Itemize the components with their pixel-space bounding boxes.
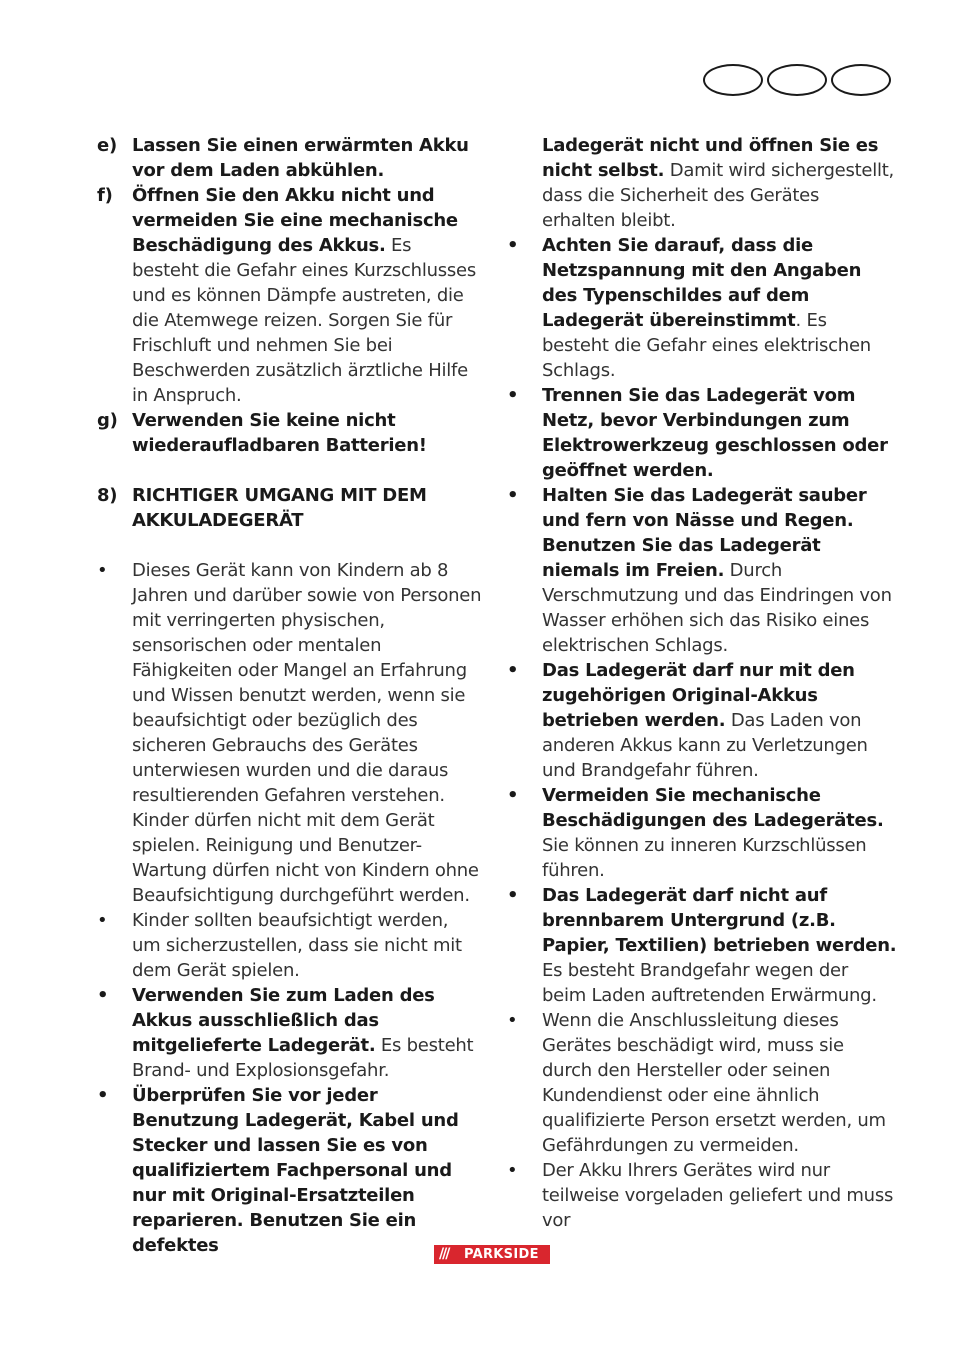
item-text (132, 983, 482, 1083)
bullet-item-r5 (507, 783, 897, 883)
logo-slashes-icon: /// (439, 1246, 449, 1262)
continued-item (507, 133, 897, 233)
bullet-icon: • (97, 1085, 109, 1106)
language-oval-3 (831, 64, 891, 96)
item-text (542, 658, 897, 783)
item-marker: e) (97, 135, 117, 156)
item-plain-text: Es besteht Brandgefahr wegen der beim Laden auftretenden Erwärmung. (542, 960, 877, 1006)
item-plain-text: . Es besteht die Gefahr eines elektrischen Schlags. (542, 310, 871, 381)
item-marker: g) (97, 410, 118, 431)
item-text (542, 133, 897, 233)
item-plain-text: Durch Verschmutzung und das Eindringen von Wasser erhöhen sich das Risiko eines elektrischen Schlags. (542, 560, 892, 656)
bullet-icon: • (507, 785, 519, 806)
bullet-icon: • (507, 1010, 518, 1031)
item-plain-text: Der Akku Ihrers Gerätes wird nur teilweise vorgeladen geliefert und muss vor (542, 1160, 894, 1231)
item-bold-text: Lassen Sie einen erwärmten Akku vor dem Laden abkühlen. (132, 135, 469, 181)
spacer (97, 458, 482, 483)
bullet-icon: • (507, 660, 519, 681)
item-plain-text: Wenn die Anschlussleitung dieses Gerätes beschädigt wird, muss sie durch den Hersteller oder seinen Kundendienst oder eine ähnlich qualifizierte Person ersetzt werden, um Gefährdungen zu vermeiden. (542, 1010, 886, 1156)
bullet-item-r2 (507, 383, 897, 483)
item-text (542, 883, 897, 1008)
item-marker: f) (97, 185, 113, 206)
item-text (132, 183, 482, 408)
item-plain-text: Dieses Gerät kann von Kindern ab 8 Jahren und darüber sowie von Personen mit verringerten physischen, sensorischen oder mentalen Fähigkeiten oder Mangel an Erfahrung und Wissen benutzt werden, wenn sie beaufsichtigt oder bezüglich des sicheren Gebrauchs des Gerätes unterwiesen wurden und die daraus resultierenden Gefahren verstehen. Kinder dürfen nicht mit dem Gerät spielen. Reinigung und Benutzer-Wartung dürfen nicht von Kindern ohne Beaufsichtigung durchgeführt werden. (132, 560, 482, 906)
item-bold-text: Verwenden Sie zum Laden des Akkus ausschließlich das mitgelieferte Ladegerät. (132, 985, 435, 1056)
bullet-icon: • (97, 560, 108, 581)
bullet-icon: • (507, 385, 519, 406)
item-plain-text: Sie können zu inneren Kurzschlüssen führen. (542, 835, 867, 881)
item-text (132, 408, 482, 458)
item-bold-text: Trennen Sie das Ladegerät vom Netz, bevor Verbindungen zum Elektrowerkzeug geschlossen oder geöffnet werden. (542, 385, 888, 481)
item-bold-text: Achten Sie darauf, dass die Netzspannung mit den Angaben des Typenschildes auf dem Ladegerät übereinstimmt (542, 235, 862, 331)
bullet-item-r7 (507, 1008, 897, 1158)
item-plain-text: Kinder sollten beaufsichtigt werden, um sicherzustellen, dass sie nicht mit dem Gerät spielen. (132, 910, 462, 981)
item-text (542, 483, 897, 658)
item-bold-text: Das Ladegerät darf nicht auf brennbarem Untergrund (z.B. Papier, Textilien) betrieben werden. (542, 885, 897, 956)
bullet-icon: • (507, 1160, 518, 1181)
bullet-item-r3 (507, 483, 897, 658)
bullet-icon: • (507, 885, 519, 906)
list-item-f (97, 183, 482, 408)
section-title: RICHTIGER UMGANG MIT DEM AKKULADEGERÄT (132, 485, 427, 531)
bullet-icon: • (507, 235, 519, 256)
bullet-item-1 (97, 558, 482, 908)
bullet-item-4 (97, 1083, 482, 1258)
item-text (132, 133, 482, 183)
item-plain-text: Das Laden von anderen Akkus kann zu Verletzungen und Brandgefahr führen. (542, 710, 868, 781)
item-bold-text: Überprüfen Sie vor jeder Benutzung Ladegerät, Kabel und Stecker und lassen Sie es von qualifiziertem Fachpersonal und nur mit Original-Ersatzteilen reparieren. Benutzen Sie ein defektes (132, 1085, 459, 1256)
bullet-item-r1 (507, 233, 897, 383)
section-number: 8) (97, 485, 118, 506)
bullet-item-r8 (507, 1158, 897, 1233)
bullet-icon: • (507, 485, 519, 506)
item-plain-text: Es besteht die Gefahr eines Kurzschlusses und es können Dämpfe austreten, die die Atemwege reizen. Sorgen Sie für Frischluft und nehmen Sie bei Beschwerden zusätzlich ärztliche Hilfe in Anspruch. (132, 235, 476, 406)
item-plain-text: Es besteht Brand- und Explosionsgefahr. (132, 1035, 474, 1081)
bullet-icon: • (97, 985, 109, 1006)
item-bold-text: Vermeiden Sie mechanische Beschädigungen des Ladegerätes. (542, 785, 884, 831)
item-bold-text: Halten Sie das Ladegerät sauber und fern von Nässe und Regen. Benutzen Sie das Ladegerät niemals im Freien. (542, 485, 867, 581)
item-bold-text: Das Ladegerät darf nur mit den zugehörigen Original-Akkus betrieben werden. (542, 660, 855, 731)
item-plain-text: Damit wird sichergestellt, dass die Sicherheit des Gerätes erhalten bleibt. (542, 160, 894, 231)
parkside-logo (434, 1245, 550, 1264)
list-item-g (97, 408, 482, 458)
bullet-icon: • (97, 910, 108, 931)
language-oval-1 (703, 64, 763, 96)
bullet-item-r6 (507, 883, 897, 1008)
language-oval-2 (767, 64, 827, 96)
item-text (542, 783, 897, 883)
item-bold-text: Verwenden Sie keine nicht wiederaufladbaren Batterien! (132, 410, 427, 456)
bullet-item-3 (97, 983, 482, 1083)
item-text (542, 233, 897, 383)
left-column (97, 133, 482, 1258)
right-column (507, 133, 897, 1233)
bullet-item-2 (97, 908, 482, 983)
language-selector-ovals (703, 64, 891, 98)
item-bold-text: Öffnen Sie den Akku nicht und vermeiden Sie eine mechanische Beschädigung des Akkus. (132, 185, 458, 256)
logo-text: PARKSIDE (464, 1247, 539, 1262)
item-bold-text: Ladegerät nicht und öffnen Sie es nicht selbst. (542, 135, 879, 181)
spacer (97, 533, 482, 558)
bullet-item-r4 (507, 658, 897, 783)
list-item-e (97, 133, 482, 183)
section-heading (97, 483, 482, 533)
